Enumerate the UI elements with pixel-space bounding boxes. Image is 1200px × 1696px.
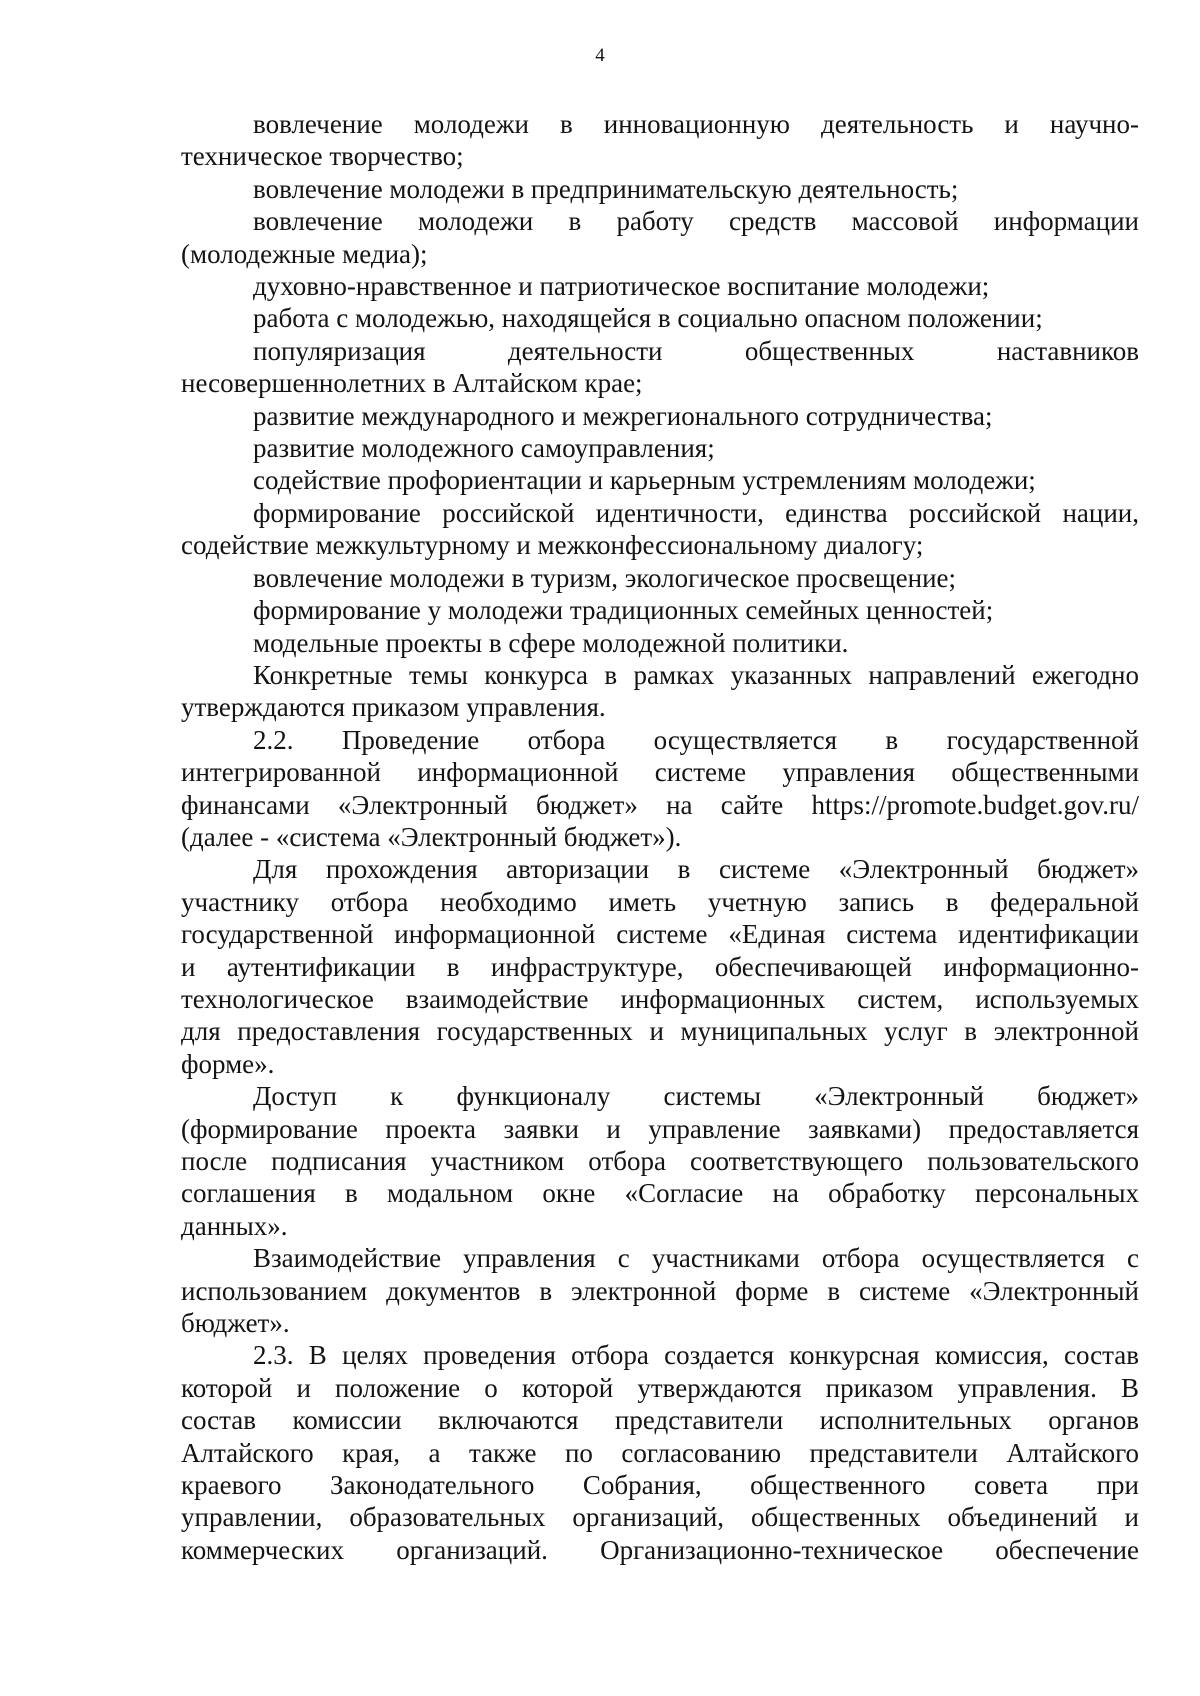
paragraph-line: формирование у молодежи традиционных семейных ценностей;	[253, 595, 994, 626]
paragraph-line: вовлечение молодежи в работу средств массовой информации	[253, 206, 1139, 237]
paragraph-line: государственной информационной системе «Единая система идентификации	[181, 919, 1139, 950]
paragraph	[181, 464, 1139, 496]
paragraph-line: техническое творчество;	[181, 141, 464, 172]
paragraph	[181, 659, 1139, 724]
paragraph-line: участнику отбора необходимо иметь учетную запись в федеральной	[181, 886, 1139, 917]
paragraph	[181, 1242, 1139, 1339]
document-body	[181, 108, 1139, 1566]
paragraph	[181, 627, 1139, 659]
paragraph	[181, 594, 1139, 626]
paragraph-line: финансами «Электронный бюджет» на сайте https://promote.budget.gov.ru/	[181, 789, 1139, 820]
paragraph	[181, 853, 1139, 1080]
paragraph-line: (формирование проекта заявки и управление заявками) предоставляется	[181, 1113, 1139, 1144]
paragraph	[181, 335, 1139, 400]
paragraph-line: формирование российской идентичности, единства российской нации,	[253, 497, 1139, 528]
paragraph	[181, 108, 1139, 173]
paragraph-line: популяризация деятельности общественных наставников	[253, 335, 1139, 366]
paragraph-line: управлении, образовательных организаций, общественных объединений и	[181, 1502, 1139, 1533]
paragraph-line: бюджет».	[181, 1308, 290, 1339]
paragraph-line: работа с молодежью, находящейся в социально опасном положении;	[253, 303, 1043, 334]
paragraph-line: вовлечение молодежи в инновационную деятельность и научно-	[253, 109, 1139, 139]
paragraph-line: использованием документов в электронной форме в системе «Электронный	[181, 1275, 1139, 1306]
paragraph-line: и аутентификации в инфраструктуре, обеспечивающей информационно-	[181, 951, 1139, 982]
paragraph-line: Конкретные темы конкурса в рамках указанных направлений ежегодно	[253, 659, 1139, 690]
paragraph-line: для предоставления государственных и муниципальных услуг в электронной	[181, 1016, 1139, 1047]
paragraph-line: 2.2. Проведение отбора осуществляется в государственной	[253, 724, 1139, 755]
paragraph	[181, 562, 1139, 594]
paragraph	[181, 432, 1139, 464]
paragraph	[181, 302, 1139, 334]
paragraph	[181, 1080, 1139, 1242]
paragraph-line: модельные проекты в сфере молодежной политики.	[253, 627, 849, 658]
paragraph-line: утверждаются приказом управления.	[181, 692, 606, 723]
paragraph	[181, 270, 1139, 302]
paragraph-line: несовершеннолетних в Алтайском крае;	[181, 368, 643, 399]
paragraph	[181, 205, 1139, 270]
paragraph	[181, 400, 1139, 432]
paragraph-line: Алтайского края, а также по согласованию представители Алтайского	[181, 1437, 1139, 1468]
paragraph-line: духовно-нравственное и патриотическое воспитание молодежи;	[253, 271, 990, 302]
paragraph-line: которой и положение о которой утверждаются приказом управления. В	[181, 1372, 1139, 1403]
paragraph-line: состав комиссии включаются представители исполнительных органов	[181, 1405, 1139, 1436]
paragraph-line: развитие молодежного самоуправления;	[253, 433, 715, 464]
paragraph-line: интегрированной информационной системе управления общественными	[181, 757, 1139, 788]
paragraph	[181, 173, 1139, 205]
paragraph-line: содействие межкультурному и межконфессиональному диалогу;	[181, 530, 924, 561]
paragraph-line: Для прохождения авторизации в системе «Электронный бюджет»	[253, 854, 1139, 885]
paragraph	[181, 1339, 1139, 1566]
paragraph-line: (молодежные медиа);	[181, 238, 428, 269]
paragraph-line: вовлечение молодежи в предпринимательскую деятельность;	[253, 173, 959, 204]
paragraph-line: (далее - «система «Электронный бюджет»).	[181, 821, 682, 852]
paragraph-line: содействие профориентации и карьерным устремлениям молодежи;	[253, 465, 1036, 496]
paragraph-line: Доступ к функционалу системы «Электронный бюджет»	[253, 1081, 1139, 1112]
paragraph	[181, 724, 1139, 854]
paragraph-line: технологическое взаимодействие информационных систем, используемых	[181, 983, 1139, 1014]
paragraph-line: развитие международного и межрегионального сотрудничества;	[253, 400, 993, 431]
paragraph-line: Взаимодействие управления с участниками отбора осуществляется с	[253, 1243, 1139, 1274]
paragraph-line: вовлечение молодежи в туризм, экологическое просвещение;	[253, 562, 957, 593]
paragraph-line: краевого Законодательного Собрания, общественного совета при	[181, 1470, 1139, 1501]
paragraph-line: данных».	[181, 1210, 288, 1241]
paragraph-line: после подписания участником отбора соответствующего пользовательского	[181, 1146, 1139, 1176]
paragraph-line: форме».	[181, 1048, 275, 1079]
paragraph-line: 2.3. В целях проведения отбора создается конкурсная комиссия, состав	[253, 1340, 1139, 1371]
paragraph-line: коммерческих организаций. Организационно-техническое обеспечение	[181, 1534, 1139, 1565]
page-number: 4	[595, 45, 605, 66]
paragraph-line: соглашения в модальном окне «Согласие на обработку персональных	[181, 1178, 1139, 1209]
paragraph	[181, 497, 1139, 562]
